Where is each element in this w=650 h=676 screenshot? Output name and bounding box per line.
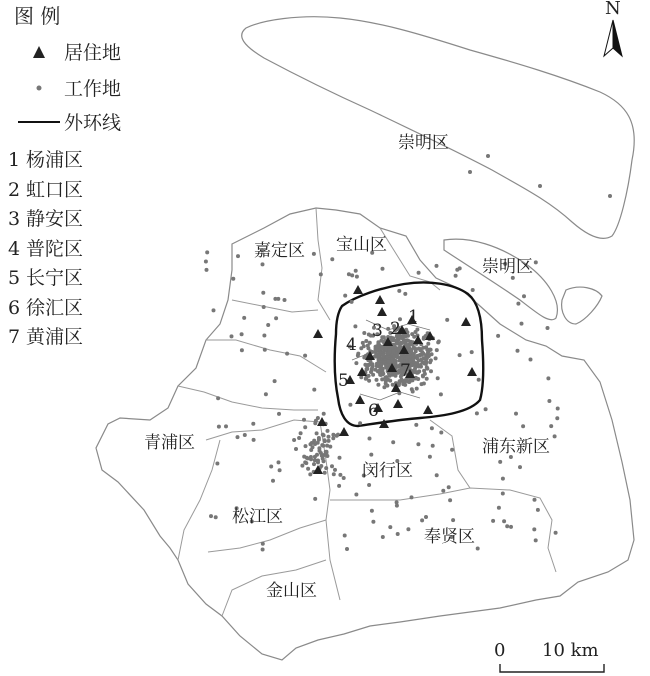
district-list-item: 2 虹口区 (8, 178, 84, 201)
workplace-point (354, 361, 358, 365)
workplace-point (302, 455, 306, 459)
workplace-point (263, 348, 267, 352)
workplace-point (477, 378, 481, 382)
workplace-point (266, 323, 270, 327)
workplace-point (431, 444, 435, 448)
workplace-point (303, 354, 307, 358)
workplace-point (276, 297, 280, 301)
label-songjiang: 松江区 (232, 507, 283, 527)
workplace-point (304, 461, 308, 465)
workplace-point (331, 433, 335, 437)
residence-point (423, 405, 433, 414)
north-label: N (605, 0, 621, 19)
workplace-point (269, 465, 273, 469)
workplace-point (381, 267, 385, 271)
chongming-island-boundary (242, 17, 635, 239)
workplace-point (547, 399, 551, 403)
workplace-point (376, 383, 380, 387)
workplace-point (434, 356, 438, 360)
workplace-point (416, 442, 420, 446)
workplace-point (391, 440, 395, 444)
workplace-point (338, 456, 342, 460)
workplace-point (375, 364, 379, 368)
workplace-point (274, 316, 278, 320)
workplace-point (317, 436, 321, 440)
workplace-point (365, 364, 369, 368)
workplace-point (204, 260, 208, 264)
workplace-point (450, 448, 454, 452)
workplace-point (522, 294, 526, 298)
workplace-point (212, 308, 216, 312)
workplace-point (555, 416, 559, 420)
workplace-point (323, 438, 327, 442)
workplace-point (215, 462, 219, 466)
label-chongming-2: 崇明区 (482, 257, 533, 277)
workplace-point (292, 438, 296, 442)
workplace-point (395, 500, 399, 504)
workplace-point (406, 334, 410, 338)
workplace-point (428, 455, 432, 459)
workplace-point (396, 532, 400, 536)
workplace-point (236, 254, 240, 258)
workplace-point (303, 425, 307, 429)
workplace-point (381, 353, 385, 357)
workplace-point (315, 453, 319, 457)
district-list-item: 6 徐汇区 (8, 296, 84, 319)
workplace-point (429, 348, 433, 352)
workplace-point (509, 525, 513, 529)
workplace-point (374, 352, 378, 356)
label-qingpu: 青浦区 (144, 433, 195, 453)
workplace-point (325, 450, 329, 454)
workplace-point (214, 515, 218, 519)
workplace-point (261, 548, 265, 552)
workplace-point (205, 250, 209, 254)
workplace-point (261, 291, 265, 295)
workplace-point (209, 514, 213, 518)
map-number-7: 7 (400, 361, 411, 381)
workplace-point (447, 485, 451, 489)
workplace-point (448, 498, 452, 502)
workplace-point (348, 403, 352, 407)
workplace-point (374, 368, 378, 372)
workplace-point (252, 438, 256, 442)
workplace-point (468, 170, 472, 174)
workplace-point (394, 339, 398, 343)
workplace-point (521, 424, 525, 428)
workplace-point (546, 326, 550, 330)
workplace-point (402, 341, 406, 345)
workplace-point (299, 431, 303, 435)
workplace-point (319, 464, 323, 468)
workplace-point (304, 444, 308, 448)
legend-residence (14, 38, 121, 65)
workplace-point (436, 376, 440, 380)
workplace-point (435, 264, 439, 268)
workplace-point (423, 372, 427, 376)
workplace-point (320, 454, 324, 458)
residence-point (375, 295, 385, 304)
residence-point (393, 399, 403, 408)
workplace-point (429, 369, 433, 373)
workplace-point (380, 347, 384, 351)
workplace-point (437, 340, 441, 344)
workplace-point (322, 433, 326, 437)
residence-point (377, 307, 387, 316)
workplace-point (375, 378, 379, 382)
workplace-point (297, 436, 301, 440)
workplace-point (435, 348, 439, 352)
workplace-point (361, 341, 365, 345)
workplace-point (484, 407, 488, 411)
workplace-point (364, 376, 368, 380)
workplace-point (476, 547, 480, 551)
workplace-point (326, 429, 330, 433)
workplace-point (424, 515, 428, 519)
workplace-point (331, 436, 335, 440)
label-pudong: 浦东新区 (482, 437, 550, 457)
workplace-point (277, 460, 281, 464)
workplace-point (435, 473, 439, 477)
workplace-point (553, 434, 557, 438)
workplace-point (332, 472, 336, 476)
workplace-point (392, 350, 396, 354)
workplace-point (302, 418, 306, 422)
workplace-point (425, 367, 429, 371)
residence-point (467, 367, 477, 376)
workplace-point (338, 473, 342, 477)
workplace-point (410, 495, 414, 499)
legend-ring-road (14, 108, 121, 135)
workplace-point (330, 464, 334, 468)
workplace-point (529, 358, 533, 362)
workplace-point (350, 273, 354, 277)
workplace-point (470, 350, 474, 354)
workplace-point (283, 298, 287, 302)
workplace-point (533, 498, 537, 502)
workplace-point (236, 435, 240, 439)
label-baoshan: 宝山区 (336, 235, 387, 255)
workplace-point (330, 257, 334, 261)
workplace-point (534, 260, 538, 264)
workplace-point (419, 347, 423, 351)
map-number-1: 1 (408, 307, 419, 327)
workplace-point (406, 527, 410, 531)
workplace-point (309, 448, 313, 452)
label-fengxian: 奉贤区 (424, 527, 475, 547)
workplace-point (491, 519, 495, 523)
workplace-point (518, 465, 522, 469)
workplace-point (505, 524, 509, 528)
workplace-point (217, 425, 221, 429)
workplace-point (327, 439, 331, 443)
residence-point (353, 285, 363, 294)
workplace-point (415, 387, 419, 391)
workplace-point (387, 359, 391, 363)
map-number-3: 3 (372, 321, 383, 341)
district-list-item: 3 静安区 (8, 208, 84, 230)
workplace-point (350, 300, 354, 304)
district-list-item: 4 普陀区 (8, 237, 84, 260)
workplace-point (312, 252, 316, 256)
workplace-point (475, 411, 479, 415)
workplace-point (312, 462, 316, 466)
workplace-point (315, 431, 319, 435)
workplace-point (394, 374, 398, 378)
workplace-point (243, 433, 247, 437)
workplace-point (502, 519, 506, 523)
workplace-point (414, 423, 418, 427)
workplace-point (385, 384, 389, 388)
workplace-point (386, 363, 390, 367)
workplace-point (240, 348, 244, 352)
legend-workplace-label: 工作地 (64, 78, 122, 100)
workplace-point (325, 444, 329, 448)
workplace-point (403, 292, 407, 296)
workplace-point (514, 412, 518, 416)
workplace-point (312, 388, 316, 392)
workplace-point (420, 518, 424, 522)
label-chongming-1: 崇明区 (398, 133, 449, 153)
workplace-point (501, 492, 505, 496)
workplace-point (333, 468, 337, 472)
workplace-point (608, 194, 612, 198)
hengsha-island-boundary (562, 287, 602, 324)
legend-title: 图 例 (14, 4, 61, 28)
workplace-point (381, 535, 385, 539)
workplace-point (216, 396, 220, 400)
workplace-point (322, 459, 326, 463)
workplace-point (439, 431, 443, 435)
label-jinshan: 金山区 (266, 581, 317, 601)
workplace-point (428, 360, 432, 364)
workplace-point (538, 184, 542, 188)
workplace-point (367, 483, 371, 487)
workplace-point (285, 352, 289, 356)
workplace-point (251, 422, 255, 426)
workplace-point (261, 542, 265, 546)
workplace-point (364, 339, 368, 343)
workplace-point (549, 424, 553, 428)
district-list-item: 5 长宁区 (8, 267, 84, 289)
workplace-point (317, 446, 321, 450)
residence-point (339, 427, 349, 436)
workplace-point (242, 316, 246, 320)
workplace-point (369, 360, 373, 364)
workplace-point (417, 354, 421, 358)
workplace-point (486, 154, 490, 158)
workplace-point (458, 266, 462, 270)
residence-point (313, 329, 323, 338)
residence-point (355, 395, 365, 404)
workplace-point (278, 468, 282, 472)
workplace-point (520, 322, 524, 326)
workplace-point (354, 269, 358, 273)
workplace-point (546, 376, 550, 380)
workplace-point (496, 334, 500, 338)
workplace-point (306, 467, 310, 471)
workplace-point (417, 369, 421, 373)
workplace-point (471, 288, 475, 292)
dot-icon (14, 84, 64, 92)
district-list-item: 1 杨浦区 (8, 149, 84, 171)
workplace-point (406, 355, 410, 359)
workplace-point (308, 472, 312, 476)
workplace-point (343, 294, 347, 298)
workplace-point (554, 531, 558, 535)
legend-ring-road-label: 外环线 (64, 112, 122, 134)
workplace-point (365, 367, 369, 371)
workplace-point (314, 419, 318, 423)
label-jiading: 嘉定区 (254, 241, 305, 261)
workplace-point (409, 348, 413, 352)
workplace-point (424, 362, 428, 366)
north-arrow (600, 0, 630, 58)
workplace-point (369, 453, 373, 457)
workplace-point (358, 421, 362, 425)
workplace-point (313, 497, 317, 501)
workplace-point (454, 274, 458, 278)
workplace-point (534, 538, 538, 542)
workplace-point (324, 466, 328, 470)
workplace-point (309, 455, 313, 459)
workplace-point (366, 346, 370, 350)
line-icon (14, 119, 64, 125)
workplace-point (406, 339, 410, 343)
workplace-point (370, 509, 374, 513)
workplace-point (410, 387, 414, 391)
workplace-point (414, 330, 418, 334)
north-arrow-icon (600, 18, 630, 58)
triangle-icon (14, 45, 64, 59)
label-minhang: 闵行区 (362, 461, 413, 481)
workplace-point (497, 506, 501, 510)
workplace-point (277, 412, 281, 416)
workplace-point (273, 379, 277, 383)
workplace-point (430, 426, 434, 430)
workplace-point (458, 353, 462, 357)
workplace-point (359, 346, 363, 350)
workplace-point (387, 372, 391, 376)
workplace-point (261, 262, 265, 266)
workplace-point (516, 302, 520, 306)
scale-bar (494, 640, 604, 676)
workplace-point (383, 376, 387, 380)
workplace-point (264, 392, 268, 396)
workplace-point (425, 377, 429, 381)
workplace-point (397, 342, 401, 346)
workplace-point (451, 518, 455, 522)
workplace-point (353, 324, 357, 328)
workplace-point (556, 407, 560, 411)
workplace-point (319, 272, 323, 276)
legend-workplace (14, 74, 121, 101)
workplace-point (321, 444, 325, 448)
workplace-point (342, 476, 346, 480)
workplace-point (516, 349, 520, 353)
workplace-point (394, 359, 398, 363)
workplace-point (323, 471, 327, 475)
workplace-point (262, 305, 266, 309)
residence-point (461, 317, 471, 326)
workplace-point (397, 289, 401, 293)
legend-residence-label: 居住地 (64, 42, 122, 64)
workplace-point (230, 334, 234, 338)
workplace-point (377, 358, 381, 362)
workplace-point (439, 392, 443, 396)
workplace-point (427, 354, 431, 358)
workplace-point (370, 367, 374, 371)
workplace-point (412, 352, 416, 356)
workplace-point (368, 341, 372, 345)
workplace-point (368, 437, 372, 441)
workplace-point (532, 527, 536, 531)
workplace-point (322, 412, 326, 416)
workplace-point (327, 435, 331, 439)
workplace-point (345, 547, 349, 551)
workplace-point (205, 268, 209, 272)
workplace-point (441, 489, 445, 493)
workplace-point (426, 342, 430, 346)
workplace-point (262, 334, 266, 338)
workplace-point (420, 382, 424, 386)
workplace-point (337, 484, 341, 488)
workplace-point (294, 447, 298, 451)
district-list-item: 7 黄浦区 (8, 326, 84, 348)
scale-end-label: 10 km (542, 640, 599, 661)
workplace-point (410, 332, 414, 336)
workplace-point (369, 370, 373, 374)
map-number-6: 6 (368, 401, 379, 421)
workplace-point (388, 379, 392, 383)
workplace-point (378, 371, 382, 375)
map-number-4: 4 (346, 335, 357, 355)
workplace-point (316, 460, 320, 464)
workplace-point (413, 368, 417, 372)
changxing-island-boundary (444, 239, 557, 320)
workplace-point (354, 493, 358, 497)
workplace-point (367, 379, 371, 383)
workplace-point (362, 331, 366, 335)
workplace-point (355, 275, 359, 279)
workplace-point (343, 534, 347, 538)
map-number-2: 2 (390, 319, 401, 339)
workplace-point (300, 464, 304, 468)
workplace-point (395, 354, 399, 358)
workplace-point (388, 525, 392, 529)
workplace-point (536, 508, 540, 512)
map-number-5: 5 (338, 371, 349, 391)
workplace-point (316, 441, 320, 445)
scale-start-label: 0 (494, 640, 506, 661)
workplace-point (417, 271, 421, 275)
workplace-point (309, 442, 313, 446)
workplace-point (371, 520, 375, 524)
workplace-point (419, 357, 423, 361)
inner-district-list (8, 146, 83, 353)
workplace-point (240, 332, 244, 336)
workplace-point (501, 477, 505, 481)
workplace-point (271, 479, 275, 483)
workplace-point (498, 460, 502, 464)
workplace-point (231, 277, 235, 281)
workplace-point (224, 424, 228, 428)
workplace-point (445, 318, 449, 322)
